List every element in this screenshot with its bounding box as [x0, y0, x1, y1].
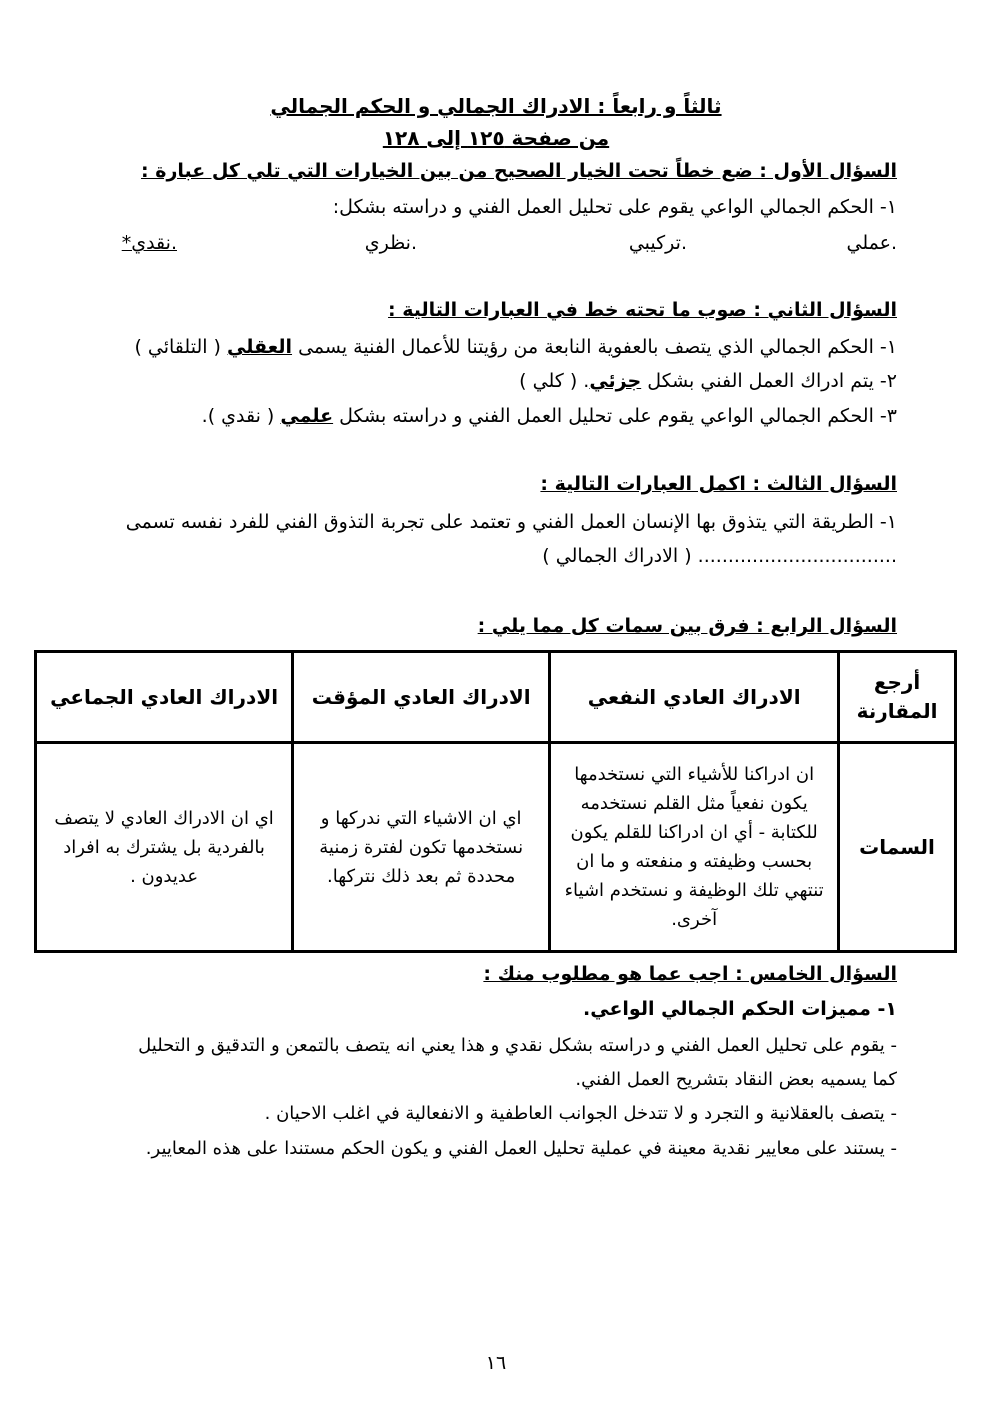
table-row [36, 743, 956, 952]
q5-title: السؤال الخامس : اجب عما هو مطلوب منك : [483, 963, 897, 985]
table-header-cell: الادراك العادي النفعي [550, 652, 839, 743]
table-corner-cell: أرجع المقارنة [839, 652, 956, 743]
q2-item-1-before: ١- الحكم الجمالي الذي يتصف بالعفوية النابعة من رؤيتنا للأعمال الفنية يسمى [292, 336, 897, 358]
q2-item-3-after: ( نقدي ). [201, 405, 281, 427]
q2-item-3 [100, 402, 897, 430]
q2-item-2-underlined: جزئي [589, 370, 642, 392]
table-cell: ان ادراكنا للأشياء التي نستخدمها يكون نفعياً مثل القلم نستخدمه للكتابة - أي ان ادراكنا للقلم يكون بحسب وظيفته و منفعته و ما ان تنتهي تلك الوظيفة و نستخدم اشياء آخرى. [550, 743, 839, 952]
q1-option-3: .نظري [364, 232, 417, 254]
table-row-label: السمات [839, 743, 956, 952]
q5-bullet-1: - يقوم على تحليل العمل الفني و دراسته بشكل نقدي و هذا يعني انه يتصف بالتمعن و التدقيق و التحليل [138, 1035, 897, 1056]
table-header-cell: الادراك العادي المؤقت [293, 652, 550, 743]
q5-bullet-2: - يتصف بالعقلانية و التجرد و لا تتدخل الجوانب العاطفية و الانفعالية في اغلب الاحيان . [264, 1103, 897, 1124]
q5-bullet-3: - يستند على معايير نقدية معينة في عملية تحليل العمل الفني و يكون الحكم مستندا على هذه المعايير. [145, 1138, 897, 1159]
comparison-table [34, 650, 957, 953]
q2-item-1 [100, 333, 897, 361]
q1-option-2: .تركيبي [628, 232, 687, 254]
q3-line-1: ١- الطريقة التي يتذوق بها الإنسان العمل الفني و تعتمد على تجربة التذوق الفني للفرد نفسه تسمى [125, 511, 897, 533]
q1-option-4-correct: .نقدي* [121, 232, 177, 254]
q2-item-1-after: ( التلقائي ) [134, 336, 227, 358]
table-cell: اي ان الاشياء التي ندركها و نستخدمها تكون لفترة زمنية محددة ثم بعد ذلك نتركها. [293, 743, 550, 952]
page-number: ١٦ [485, 1352, 507, 1374]
main-heading: ثالثاً و رابعاً : الادراك الجمالي و الحكم الجمالي [270, 94, 722, 118]
table-cell: اي ان الادراك العادي لا يتصف بالفردية بل يشترك به افراد عديدون . [36, 743, 293, 952]
q3-title: السؤال الثالث : اكمل العبارات التالية : [540, 473, 897, 495]
q1-option-1: .عملي [846, 232, 897, 254]
q2-title: السؤال الثاني : صوب ما تحته خط في العبارات التالية : [388, 299, 897, 321]
q1-statement: ١- الحكم الجمالي الواعي يقوم على تحليل العمل الفني و دراسته بشكل: [332, 196, 897, 218]
q5-bullet-1-cont: كما يسميه بعض النقاد بتشريح العمل الفني. [575, 1069, 897, 1090]
page-range-heading: من صفحة ١٢٥ إلى ١٢٨ [382, 126, 610, 150]
q5-subtitle: ١- مميزات الحكم الجمالي الواعي. [583, 998, 897, 1020]
q2-item-2-before: ٢- يتم ادراك العمل الفني بشكل [641, 370, 897, 392]
q2-item-3-before: ٣- الحكم الجمالي الواعي يقوم على تحليل العمل الفني و دراسته بشكل [333, 405, 897, 427]
table-header-row [36, 652, 956, 743]
q2-item-1-underlined: العقلي [227, 336, 293, 358]
q2-item-3-underlined: علمي [280, 405, 334, 427]
table-header-cell: الادراك العادي الجماعي [36, 652, 293, 743]
q2-item-2 [100, 367, 897, 395]
q4-title: السؤال الرابع : فرق بين سمات كل مما يلي : [477, 615, 897, 637]
q2-item-2-after: . ( كلي ) [519, 370, 590, 392]
q1-title: السؤال الأول : ضع خطاً تحت الخيار الصحيح من بين الخيارات التي تلي كل عبارة : [141, 160, 897, 182]
q3-line-2: ................................. ( الادراك الجمالي ) [542, 545, 897, 567]
